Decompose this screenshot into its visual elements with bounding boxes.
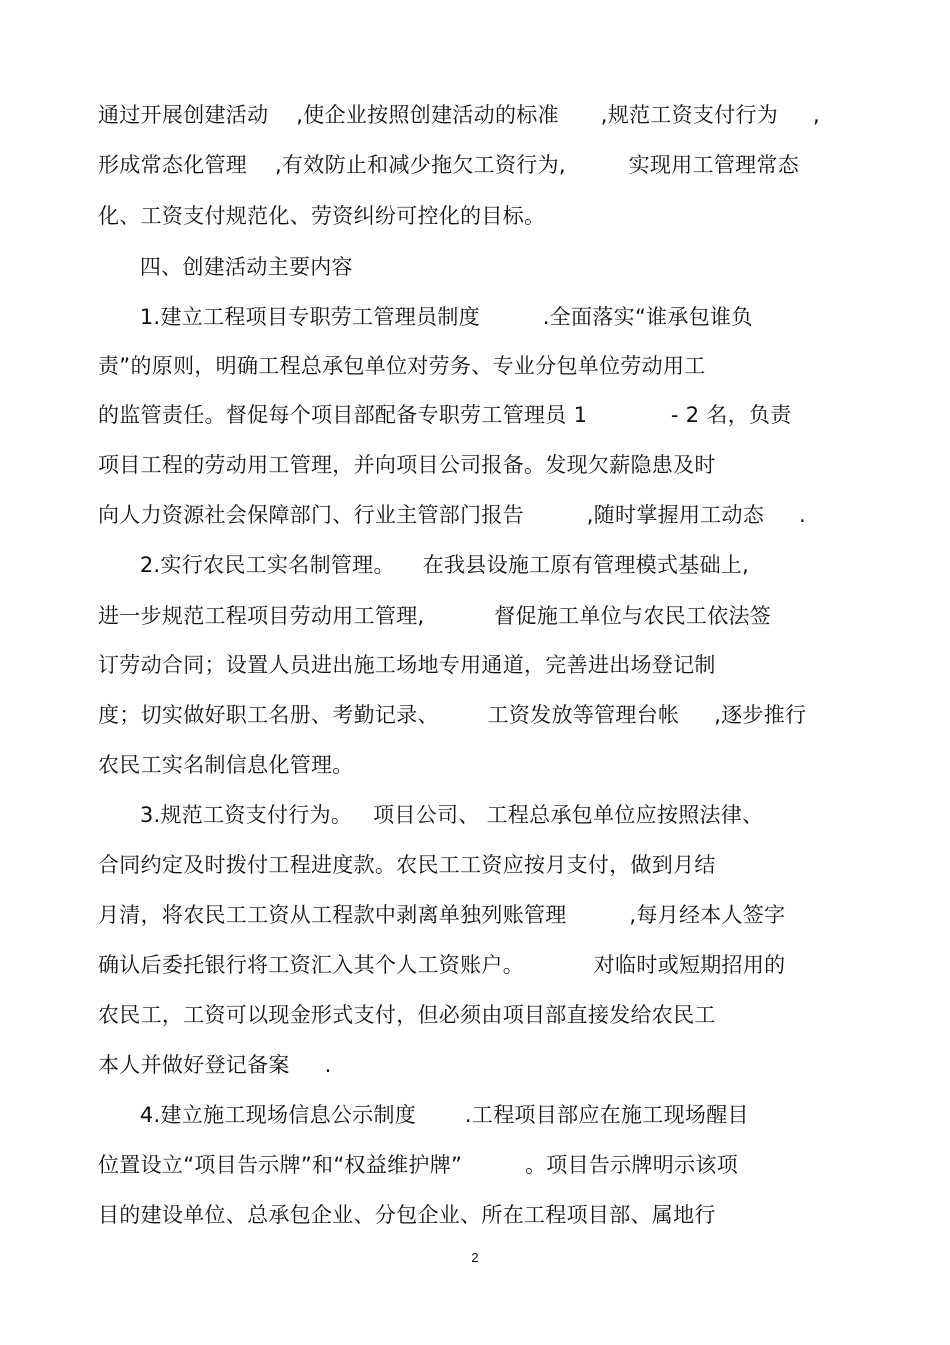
text-line: 目的建设单位、总承包企业、分包企业、所在工程项目部、属地行 — [98, 1203, 716, 1227]
text-line: 位置设立“项目告示牌”和“权益维护牌” 。项目告示牌明示该项 — [98, 1153, 738, 1177]
text-line: 1.建立工程项目专职劳工管理员制度 .全面落实“谁承包谁负 — [98, 305, 753, 329]
text-line: 2.实行农民工实名制管理。 在我县设施工原有管理模式基础上, — [98, 553, 750, 577]
text-line: 项目工程的劳动用工管理，并向项目公司报备。发现欠薪隐患及时 — [98, 453, 716, 477]
section-heading: 四、创建活动主要内容 — [98, 255, 353, 279]
text-line: 农民工实名制信息化管理。 — [98, 753, 354, 777]
text-line: 进一步规范工程项目劳动用工管理, 督促施工单位与农民工依法签 — [98, 604, 772, 628]
text-line: 向人力资源社会保障部门、行业主管部门报告 ,随时掌握用工动态 . — [98, 503, 807, 527]
text-line: 月清，将农民工工资从工程款中剥离单独列账管理 ,每月经本人签字 — [98, 903, 786, 927]
text-line: 合同约定及时拨付工程进度款。农民工工资应按月支付，做到月结 — [98, 853, 716, 877]
page-number: 2 — [471, 1250, 479, 1265]
text-line: 本人并做好登记备案 . — [98, 1053, 332, 1077]
text-line: 化、工资支付规范化、劳资纠纷可控化的目标。 — [98, 204, 546, 228]
text-line: 形成常态化管理 ,有效防止和减少拖欠工资行为, 实现用工管理常态 — [98, 153, 800, 177]
text-line: 度；切实做好职工名册、考勤记录、 工资发放等管理台帐 ,逐步推行 — [98, 703, 807, 727]
text-line: 通过开展创建活动 ,使企业按照创建活动的标准 ,规范工资支付行为 , — [98, 103, 820, 127]
text-line: 农民工，工资可以现金形式支付，但必须由项目部直接发给农民工 — [98, 1003, 716, 1027]
text-line: 订劳动合同；设置人员进出施工场地专用通道，完善进出场登记制 — [98, 653, 716, 677]
text-line: 3.规范工资支付行为。 项目公司、 工程总承包单位应按照法律、 — [98, 803, 764, 827]
text-line: 的监管责任。督促每个项目部配备专职劳工管理员 1 - 2 名，负责 — [98, 403, 792, 427]
text-line: 确认后委托银行将工资汇入其个人工资账户。 对临时或短期招用的 — [98, 953, 786, 977]
text-line: 责”的原则，明确工程总承包单位对劳务、专业分包单位劳动用工 — [98, 354, 706, 378]
text-line: 4.建立施工现场信息公示制度 .工程项目部应在施工现场醒目 — [98, 1103, 749, 1127]
